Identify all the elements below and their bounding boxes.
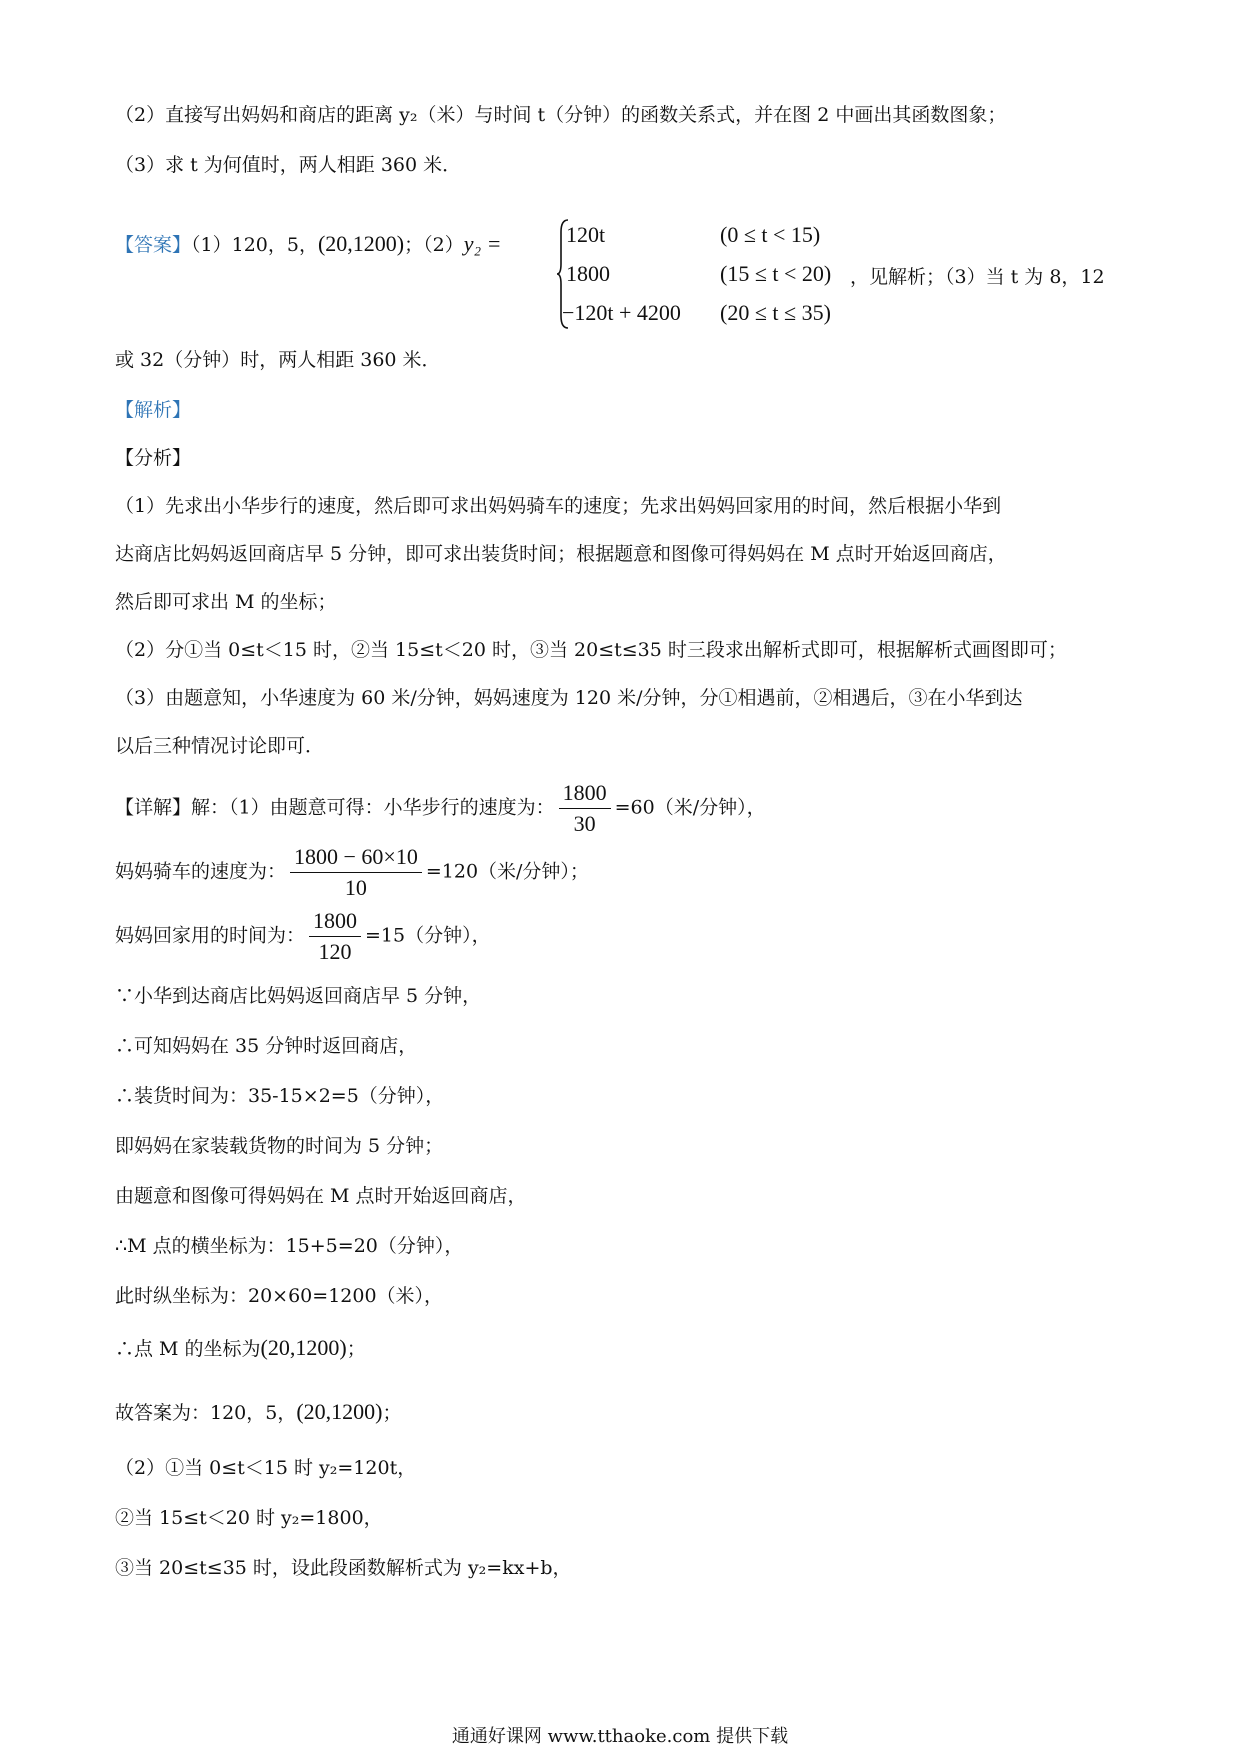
fraction-numerator: 1800	[559, 778, 611, 809]
fraction-numerator: 1800 − 60×10	[290, 842, 422, 873]
fenxi-tag: 【分析】	[115, 447, 192, 469]
answer-suffix: ，见解析；（3）当 t 为 8，12	[850, 266, 1105, 288]
question-3: （3）求 t 为何值时，两人相距 360 米．	[115, 154, 462, 176]
solution-line-10: 此时纵坐标为：20×60=1200（米），	[115, 1285, 444, 1307]
xiangjie-tag: 【详解】	[115, 796, 192, 819]
part2-line-1: （2）①当 0≤t＜15 时 y₂=120t，	[115, 1457, 417, 1479]
answer-y2: y₂ =	[463, 231, 502, 256]
analysis-3b: 以后三种情况讨论即可．	[115, 735, 325, 757]
analysis-1b: 达商店比妈妈返回商店早 5 分钟，即可求出装货时间；根据题意和图像可得妈妈在 M 点时开始返回商店，	[115, 543, 1007, 565]
solution-line-5: ∴可知妈妈在 35 分钟时返回商店，	[115, 1035, 418, 1057]
solution-line-4: ∵小华到达商店比妈妈返回商店早 5 分钟，	[115, 985, 482, 1007]
solution-line-1	[115, 778, 766, 839]
solution-11-suffix: ；	[346, 1338, 366, 1360]
answer-point: (20,1200)	[317, 231, 405, 256]
piecewise-cond-1: (0 ≤ t < 15)	[720, 222, 821, 247]
analysis-2: （2）分①当 0≤t＜15 时，②当 15≤t＜20 时，③当 20≤t≤35 时三段求出解析式即可，根据解析式画图即可；	[115, 639, 1067, 661]
answer-continuation: 或 32（分钟）时，两人相距 360 米．	[115, 349, 441, 371]
answer-part1: （1）120，5，	[191, 234, 318, 256]
solution-line-11	[115, 1333, 366, 1364]
fraction-denominator: 30	[573, 811, 596, 836]
solution-line-3	[115, 906, 491, 967]
solution-line-2	[115, 842, 589, 903]
footer-source: 通通好课网 www.tthaoke.com 提供下载	[451, 1726, 789, 1747]
solution-line-7: 即妈妈在家装载货物的时间为 5 分钟；	[115, 1135, 444, 1157]
answer-part2-prefix: ；（2）	[404, 234, 464, 256]
solution-line-9: ∴M 点的横坐标为：15+5=20（分钟），	[115, 1235, 464, 1257]
point-m-coordinates: (20,1200)	[260, 1335, 347, 1360]
solution-12-suffix: ；	[382, 1402, 402, 1424]
solution-3-suffix: =15（分钟），	[365, 924, 491, 947]
part2-line-3: ③当 20≤t≤35 时，设此段函数解析式为 y₂=kx+b，	[115, 1557, 572, 1579]
answer-line	[115, 229, 501, 260]
solution-12-prefix: 故答案为：120，5，	[115, 1402, 297, 1424]
part2-line-2: ②当 15≤t＜20 时 y₂=1800，	[115, 1507, 383, 1529]
solution-line-8: 由题意和图像可得妈妈在 M 点时开始返回商店，	[115, 1185, 527, 1207]
fraction-denominator: 120	[318, 939, 352, 964]
fraction-walk-speed	[559, 778, 611, 839]
fraction-denominator: 10	[344, 875, 367, 900]
analysis-1c: 然后即可求出 M 的坐标；	[115, 591, 337, 613]
piecewise-cond-3: (20 ≤ t ≤ 35)	[720, 300, 831, 325]
piecewise-cond-2: (15 ≤ t < 20)	[720, 261, 832, 286]
question-2: （2）直接写出妈妈和商店的距离 y₂（米）与时间 t（分钟）的函数关系式，并在图 2 中画出其函数图象；	[115, 104, 1007, 126]
solution-line-12	[115, 1397, 402, 1428]
fraction-home-time	[309, 906, 361, 967]
solution-1-prefix: 解：（1）由题意可得：小华步行的速度为：	[191, 796, 555, 819]
solution-11-prefix: ∴点 M 的坐标为	[115, 1338, 261, 1360]
answer-tag: 【答案】	[115, 234, 192, 256]
analysis-1a: （1）先求出小华步行的速度，然后即可求出妈妈骑车的速度；先求出妈妈回家用的时间，然后根据小华到	[115, 495, 1002, 517]
fraction-numerator: 1800	[309, 906, 361, 937]
piecewise-expr-2: 1800	[566, 261, 610, 286]
analysis-3a: （3）由题意知，小华速度为 60 米/分钟，妈妈速度为 120 米/分钟，分①相遇前，②相遇后，③在小华到达	[115, 687, 1023, 709]
solution-2-prefix: 妈妈骑车的速度为：	[115, 860, 287, 883]
solution-2-suffix: =120（米/分钟）；	[425, 860, 589, 883]
solution-line-6: ∴装货时间为：35-15×2=5（分钟），	[115, 1085, 445, 1107]
final-answer-point: (20,1200)	[296, 1399, 383, 1424]
solution-1-suffix: =60（米/分钟），	[614, 796, 766, 819]
piecewise-expr-3: −120t + 4200	[562, 300, 681, 325]
solution-3-prefix: 妈妈回家用的时间为：	[115, 924, 306, 947]
fraction-bike-speed	[290, 842, 422, 903]
piecewise-expr-1: 120t	[566, 222, 606, 247]
jiexi-tag: 【解析】	[115, 399, 192, 421]
